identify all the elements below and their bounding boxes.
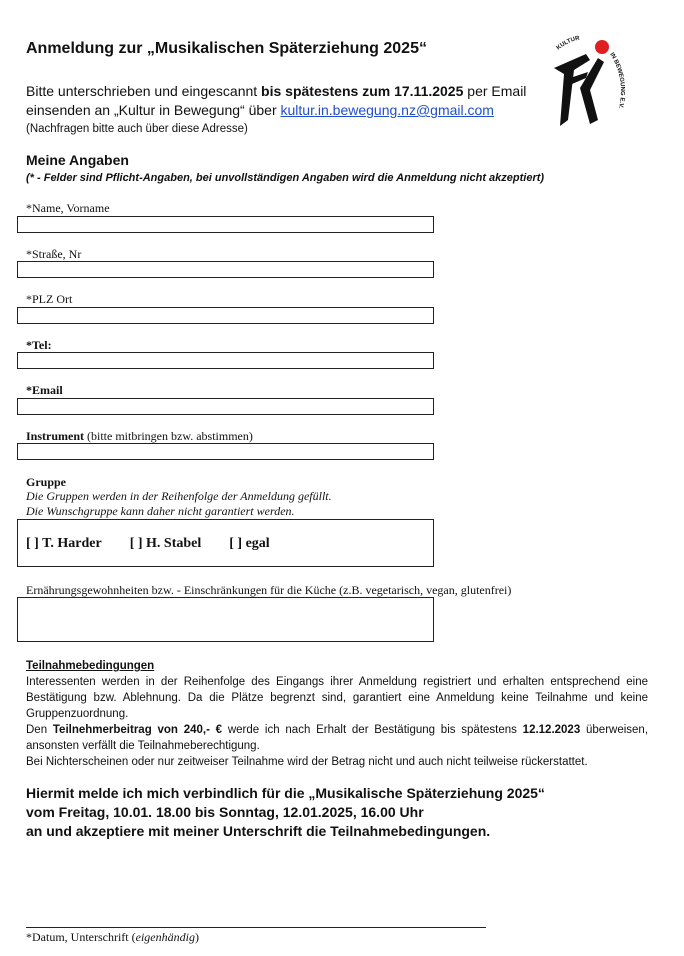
group-options <box>26 536 270 552</box>
instrument-field[interactable] <box>17 443 434 460</box>
kultur-in-bewegung-logo <box>540 28 630 146</box>
signature-line[interactable] <box>26 927 486 928</box>
group-note-2: Die Wunschgruppe kann daher nicht garantiert werden. <box>26 504 295 518</box>
conditions <box>26 658 648 770</box>
zip-city-field[interactable] <box>17 307 434 324</box>
conditions-p2-e: überweisen, ansonsten verfällt die Teilnahmeberechtigung. <box>26 724 649 752</box>
intro-text <box>26 82 556 139</box>
zip-city-label: *PLZ Ort <box>26 292 73 306</box>
section-note: (* - Felder sind Pflicht-Angaben, bei unvollständigen Angaben wird die Anmeldung nicht akzeptiert) <box>26 172 545 184</box>
group-title: Gruppe <box>26 475 67 489</box>
group-option-stabel[interactable]: [ ] H. Stabel <box>129 536 202 551</box>
group-option-egal[interactable]: [ ] egal <box>229 536 270 551</box>
declaration-line-2: vom Freitag, 10.01. 18.00 bis Sonntag, 12.01.2025, 16.00 Uhr <box>26 804 424 820</box>
tel-field[interactable] <box>17 352 434 369</box>
intro-line2: einsenden an „Kultur in Bewegung“ über <box>26 102 281 118</box>
name-label: *Name, Vorname <box>26 201 110 215</box>
conditions-p2-c: werde ich nach Erhalt der Bestätigung bis spätestens <box>222 724 523 736</box>
declaration-line-3: an und akzeptiere mit meiner Unterschrift die Teilnahmebedingungen. <box>26 823 491 839</box>
section-title: Meine Angaben <box>26 152 129 168</box>
conditions-p3: Bei Nichterscheinen oder nur zeitweiser Teilnahme wird der Betrag nicht und auch nicht teilweise rückerstattet. <box>26 756 588 768</box>
signature-label-b: eigenhändig <box>135 930 195 944</box>
email-field[interactable] <box>17 398 434 415</box>
page-title: Anmeldung zur „Musikalischen Späterziehung 2025“ <box>26 40 427 57</box>
intro-text-c: per Email <box>463 83 527 99</box>
logo-red-dot <box>595 40 609 54</box>
group-option-harder[interactable]: [ ] T. Harder <box>26 536 102 551</box>
instrument-label-bold: Instrument <box>26 429 85 443</box>
fee-text: Teilnehmerbeitrag von 240,- € <box>52 724 223 736</box>
signature-label <box>26 930 199 945</box>
intro-text-a: Bitte unterschrieben und eingescannt <box>26 83 262 99</box>
conditions-p2-a: Den <box>26 724 53 736</box>
diet-field[interactable] <box>17 597 434 642</box>
logo-text-top: KULTUR <box>555 35 581 52</box>
conditions-p2 <box>26 722 648 754</box>
logo-text-side: IN BEWEGUNG E.V. <box>608 51 626 109</box>
diet-label: Ernährungsgewohnheiten bzw. - Einschränkungen für die Küche (z.B. vegetarisch, vegan, glutenfrei) <box>26 583 512 597</box>
svg-text:KULTUR <box>556 35 581 51</box>
street-field[interactable] <box>17 261 434 278</box>
email-link[interactable]: kultur.in.bewegung.nz@gmail.com <box>280 102 494 118</box>
declaration <box>26 784 545 841</box>
intro-note: (Nachfragen bitte auch über diese Adresse) <box>26 123 248 135</box>
payment-date: 12.12.2023 <box>522 724 581 736</box>
signature-label-c: ) <box>194 930 199 944</box>
svg-text:IN BEWEGUNG E.V. <box>608 52 625 109</box>
deadline-text: bis spätestens zum 17.11.2025 <box>261 83 464 99</box>
signature-label-a: *Datum, Unterschrift ( <box>26 930 136 944</box>
street-label: *Straße, Nr <box>26 247 82 261</box>
tel-label: *Tel: <box>26 338 52 352</box>
conditions-heading: Teilnahmebedingungen <box>26 660 155 672</box>
declaration-line-1: Hiermit melde ich mich verbindlich für die „Musikalische Späterziehung 2025“ <box>26 785 545 801</box>
name-field[interactable] <box>17 216 434 233</box>
instrument-label <box>26 429 253 444</box>
instrument-label-rest: (bitte mitbringen bzw. abstimmen) <box>84 429 253 443</box>
conditions-p1: Interessenten werden in der Reihenfolge des Eingangs ihrer Anmeldung registriert und erhalten entsprechend eine Bestätigung bzw. Ablehnung. Da die Plätze begrenzt sind, garantiert eine Anmeldung keine Teilnahme und keine Gruppenzuordnung. <box>26 676 648 720</box>
group-note-1: Die Gruppen werden in der Reihenfolge der Anmeldung gefüllt. <box>26 489 332 503</box>
email-label: *Email <box>26 383 63 397</box>
